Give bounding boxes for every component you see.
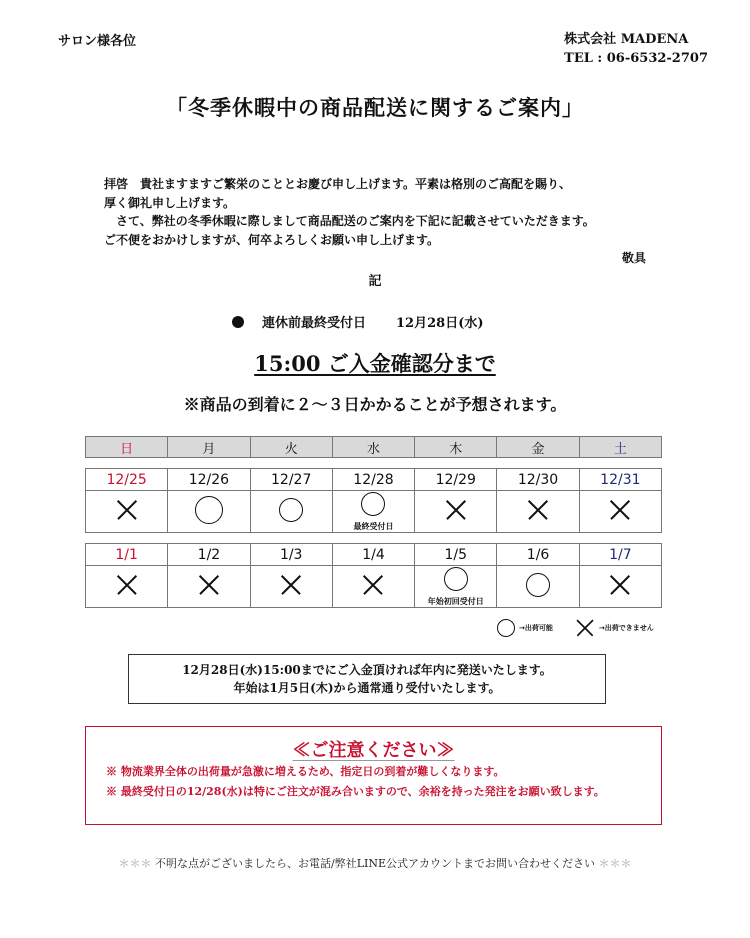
greeting-body xyxy=(104,175,664,268)
calendar-date: 1/7 xyxy=(579,544,661,566)
caution-line: ※ 最終受付日の12/28(水)は特にご注文が混み合いますので、余裕を持った発注をお願い致します。 xyxy=(106,785,605,798)
body-line: さて、弊社の冬季休暇に際しまして商品配送のご案内を下記に記載させていただきます。 xyxy=(104,214,595,228)
circle-icon xyxy=(279,498,303,522)
calendar-date: 1/3 xyxy=(250,544,332,566)
calendar-date: 12/27 xyxy=(250,469,332,491)
calendar-week-1 xyxy=(85,468,662,533)
info-box xyxy=(128,654,606,704)
info-line: 年始は1月5日(木)から通常通り受付いたします。 xyxy=(233,681,501,695)
calendar-date: 1/2 xyxy=(168,544,250,566)
cross-icon xyxy=(199,575,219,595)
caution-box xyxy=(85,726,662,825)
weekday-5: 金 xyxy=(497,437,579,458)
shipping-status-cell xyxy=(415,566,497,608)
deadline-label: 連休前最終受付日 xyxy=(262,316,367,331)
cross-icon xyxy=(281,575,301,595)
company-tel: TEL : 06-6532-2707 xyxy=(564,51,708,66)
ki-heading: 記 xyxy=(368,274,382,289)
weekday-2: 火 xyxy=(250,437,332,458)
shipping-status-cell xyxy=(332,566,414,608)
caution-line: ※ 物流業界全体の出荷量が急激に増えるため、指定日の到着が難しくなります。 xyxy=(106,765,505,778)
status-note: 最終受付日 xyxy=(353,521,394,531)
cross-icon xyxy=(117,575,137,595)
calendar-date: 12/29 xyxy=(415,469,497,491)
calendar-date: 12/25 xyxy=(86,469,168,491)
body-line: 厚く御礼申し上げます。 xyxy=(104,195,236,210)
weekday-1: 月 xyxy=(168,437,250,458)
circle-icon xyxy=(526,573,550,597)
legend-cross-label: →出荷できません xyxy=(598,624,654,632)
footer-text: 不明な点がございましたら、お電話/弊社LINE公式アカウントまでお問い合わせください xyxy=(155,857,595,870)
status-note: 年始初回受付日 xyxy=(427,596,484,606)
document-title: 「冬季休暇中の商品配送に関するご案内」 xyxy=(166,95,584,120)
time-notice-text: 15:00 ご入金確認分まで xyxy=(254,351,496,376)
footer-stars: ＊＊＊ xyxy=(118,857,152,870)
addressee: サロン様各位 xyxy=(58,34,137,49)
shipping-status-cell xyxy=(250,566,332,608)
cross-icon xyxy=(610,575,630,595)
calendar-date: 1/1 xyxy=(86,544,168,566)
weekday-header xyxy=(85,436,662,458)
legend xyxy=(497,618,654,638)
footer-note xyxy=(0,855,750,871)
circle-icon xyxy=(195,496,223,524)
shipping-status-cell xyxy=(168,566,250,608)
shipping-status-cell xyxy=(86,566,168,608)
weekday-3: 水 xyxy=(332,437,414,458)
shipping-status-cell xyxy=(168,491,250,533)
shipping-status-cell xyxy=(86,491,168,533)
footer-stars: ＊＊＊ xyxy=(598,857,632,870)
body-line: 拝啓 貴社ますますご繁栄のこととお慶び申し上げます。平素は格別のご高配を賜り、 xyxy=(104,177,572,191)
calendar-week-2 xyxy=(85,543,662,608)
legend-circle-label: →出荷可能 xyxy=(519,624,553,632)
shipping-status-cell xyxy=(497,566,579,608)
cross-icon xyxy=(576,620,593,637)
time-notice xyxy=(0,348,750,378)
info-line: 12月28日(水)15:00までにご入金頂ければ年内に発送いたします。 xyxy=(182,663,552,677)
cross-icon xyxy=(446,500,466,520)
shipping-status-cell xyxy=(579,491,661,533)
calendar-date: 12/26 xyxy=(168,469,250,491)
calendar-date: 12/28 xyxy=(332,469,414,491)
company-info xyxy=(564,30,708,68)
circle-icon xyxy=(444,567,468,591)
closing: 敬具 xyxy=(621,251,646,265)
calendar-date: 12/31 xyxy=(579,469,661,491)
deadline-date: 12月28日(水) xyxy=(396,316,484,331)
cross-icon xyxy=(117,500,137,520)
calendar-date: 1/4 xyxy=(332,544,414,566)
shipping-status-cell xyxy=(332,491,414,533)
body-line: ご不便をおかけしますが、何卒よろしくお願い申し上げます。 xyxy=(104,232,440,247)
shipping-status-cell xyxy=(497,491,579,533)
cross-icon xyxy=(610,500,630,520)
bullet-icon xyxy=(232,316,244,328)
deadline-line xyxy=(232,312,484,331)
shipping-status-cell xyxy=(250,491,332,533)
calendar-date: 12/30 xyxy=(497,469,579,491)
cross-icon xyxy=(528,500,548,520)
weekday-4: 木 xyxy=(415,437,497,458)
weekday-6: 土 xyxy=(579,437,661,458)
arrival-notice: ※商品の到着に２～３日かかることが予想されます。 xyxy=(183,395,567,414)
shipping-status-cell xyxy=(415,491,497,533)
calendar-date: 1/5 xyxy=(415,544,497,566)
circle-icon xyxy=(361,492,385,516)
weekday-0: 日 xyxy=(86,437,168,458)
shipping-status-cell xyxy=(579,566,661,608)
circle-icon xyxy=(497,619,515,637)
calendar-date: 1/6 xyxy=(497,544,579,566)
cross-icon xyxy=(363,575,383,595)
company-name: 株式会社 MADENA xyxy=(564,32,689,47)
caution-title: ≪ご注意ください≫ xyxy=(292,740,455,761)
